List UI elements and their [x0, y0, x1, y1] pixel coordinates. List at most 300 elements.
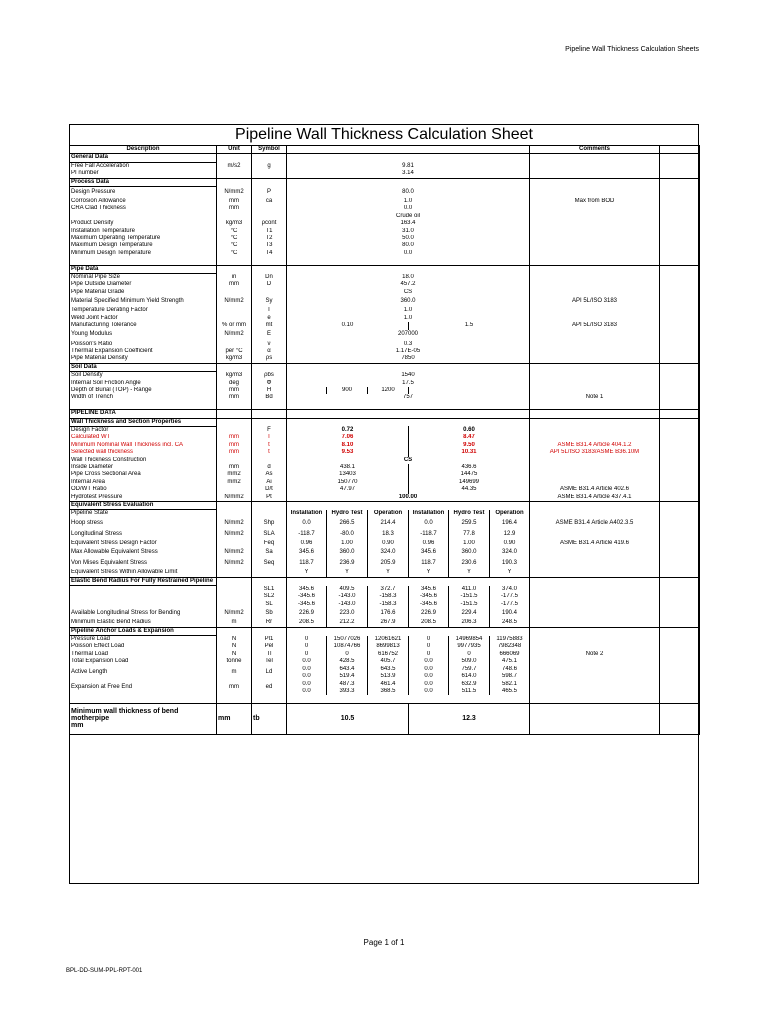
row-value: 345.6	[287, 586, 327, 594]
empty-cell	[530, 502, 660, 510]
empty-cell	[287, 402, 530, 410]
empty-cell	[660, 666, 700, 673]
row-value: 10874766	[327, 643, 368, 650]
row-description: Material Specified Minimum Yield Strength	[70, 296, 217, 307]
col-header-symbol: Symbol	[252, 146, 287, 154]
empty-cell	[530, 688, 660, 695]
row-value: 0.3	[287, 341, 530, 348]
row-value: CS	[287, 289, 530, 296]
row-unit: mm	[217, 198, 252, 205]
row-value: 372.7	[368, 586, 409, 594]
row-value: 9.81	[287, 162, 530, 170]
row-value: 223.0	[327, 608, 368, 619]
row-value: -151.5	[449, 593, 490, 600]
empty-cell	[287, 154, 530, 162]
row-description: Thermal Load	[70, 651, 217, 658]
row-description: Design Factor	[70, 426, 217, 434]
table-row	[70, 213, 700, 220]
table-row	[70, 170, 700, 178]
row-value: 0.10	[287, 322, 409, 329]
row-value: -118.7	[287, 529, 327, 540]
row-unit	[217, 586, 252, 594]
empty-cell	[660, 307, 700, 314]
row-value: 393.3	[327, 688, 368, 695]
row-unit: kg/m3	[217, 372, 252, 380]
row-symbol: t	[252, 442, 287, 449]
row-comment	[530, 569, 660, 577]
row-unit: m/s2	[217, 162, 252, 170]
empty-cell	[660, 242, 700, 249]
row-value: -345.6	[287, 593, 327, 600]
empty-cell	[660, 178, 700, 186]
row-comment	[530, 471, 660, 478]
row-description: Thermal Expansion Coefficient	[70, 348, 217, 355]
empty-cell	[217, 695, 252, 703]
row-symbol: ρbs	[252, 372, 287, 380]
row-value: 0	[409, 651, 449, 658]
row-value: 1540	[287, 372, 530, 380]
row-description: PI number	[70, 170, 217, 178]
section-heading: Process Data	[70, 178, 217, 186]
section-heading: Pipe Data	[70, 265, 217, 273]
row-value: 18.0	[287, 274, 530, 282]
table-row	[70, 257, 700, 265]
row-comment	[530, 457, 660, 464]
row-value-b: 8.47	[409, 434, 530, 441]
row-value-2: 1200	[368, 387, 409, 394]
table-row	[70, 387, 700, 394]
row-value: 757	[287, 394, 530, 401]
row-symbol: Ai	[252, 479, 287, 486]
empty-cell	[660, 494, 700, 502]
empty-cell	[660, 387, 700, 394]
sheet-title: Pipeline Wall Thickness Calculation Sheet	[235, 126, 533, 143]
section-heading: Pipeline Anchor Loads & Expansion	[70, 627, 217, 635]
table-row	[70, 502, 700, 510]
row-symbol: ca	[252, 198, 287, 205]
row-symbol: ed	[252, 681, 287, 696]
row-description: Product Density	[70, 220, 217, 227]
row-symbol: Sb	[252, 608, 287, 619]
row-value: 18.3	[368, 529, 409, 540]
row-value: 226.9	[287, 608, 327, 619]
empty-cell	[287, 577, 530, 585]
row-symbol	[252, 205, 287, 212]
table-row	[70, 274, 700, 282]
empty-cell	[660, 703, 700, 734]
empty-cell	[217, 257, 252, 265]
row-description: Pipe Cross Sectional Area	[70, 471, 217, 478]
row-value: -177.5	[490, 593, 530, 600]
row-value: 487.3	[327, 681, 368, 688]
row-symbol: SL	[252, 601, 287, 608]
table-row	[70, 198, 700, 205]
row-description: Installation Temperature	[70, 228, 217, 235]
row-value: 212.2	[327, 619, 368, 627]
row-symbol	[252, 213, 287, 220]
row-value: -80.0	[327, 529, 368, 540]
empty-cell	[660, 558, 700, 569]
row-symbol: T1	[252, 228, 287, 235]
empty-cell	[660, 658, 700, 665]
row-description: Maximum Operating Temperature	[70, 235, 217, 242]
table-row	[70, 540, 700, 547]
row-comment	[530, 636, 660, 644]
table-row	[70, 457, 700, 464]
row-symbol: Feq	[252, 540, 287, 547]
empty-cell	[530, 627, 660, 635]
empty-cell	[530, 510, 660, 518]
row-value: 598.7	[490, 673, 530, 680]
row-description: Poisson's Ratio	[70, 341, 217, 348]
row-description: Internal Area	[70, 479, 217, 486]
row-symbol: T2	[252, 235, 287, 242]
table-row	[70, 341, 700, 348]
row-value: 465.5	[490, 688, 530, 695]
empty-cell	[252, 627, 287, 635]
empty-cell	[660, 289, 700, 296]
row-value: 900	[327, 387, 368, 394]
empty-cell	[287, 146, 530, 154]
row-unit: N/mm2	[217, 518, 252, 529]
row-unit	[217, 289, 252, 296]
row-value: 206.3	[449, 619, 490, 627]
row-value: 0.0	[287, 666, 327, 673]
row-comment	[530, 372, 660, 380]
row-description: CRA Clad Thickness	[70, 205, 217, 212]
empty-cell	[660, 486, 700, 493]
empty-cell	[660, 547, 700, 558]
row-symbol: Rr	[252, 619, 287, 627]
row-value: Y	[449, 569, 490, 577]
row-description: Minimum Nominal Wall Thickness incl. CA	[70, 442, 217, 449]
empty-cell	[660, 187, 700, 199]
row-symbol: ρcont	[252, 220, 287, 227]
empty-cell	[660, 380, 700, 387]
row-comment: ASME B31.4 Article 402.6	[530, 486, 660, 493]
row-value: 208.5	[287, 619, 327, 627]
row-value: 428.5	[327, 658, 368, 665]
table-row	[70, 695, 700, 703]
table-row	[70, 442, 700, 449]
row-value: 7850	[287, 355, 530, 363]
row-value: 0.0	[409, 518, 449, 529]
row-description: Maximum Design Temperature	[70, 242, 217, 249]
empty-cell	[660, 673, 700, 680]
empty-cell	[660, 681, 700, 688]
empty-cell	[530, 410, 660, 418]
row-value: 0.96	[287, 540, 327, 547]
row-value: 267.9	[368, 619, 409, 627]
table-row	[70, 363, 700, 371]
empty-cell	[252, 402, 287, 410]
empty-cell	[660, 274, 700, 282]
row-comment	[530, 250, 660, 257]
row-symbol: Pel	[252, 643, 287, 650]
row-description: Internal Soil Friction Angle	[70, 380, 217, 387]
table-row	[70, 586, 700, 594]
row-value-a: 8.10	[287, 442, 409, 449]
table-row	[70, 569, 700, 577]
row-comment	[530, 242, 660, 249]
empty-cell	[287, 418, 530, 426]
row-value: 266.5	[327, 518, 368, 529]
table-row	[70, 464, 700, 471]
row-value: 614.0	[449, 673, 490, 680]
row-symbol: t	[252, 449, 287, 456]
empty-cell	[660, 363, 700, 371]
empty-cell	[660, 394, 700, 401]
row-value: 0.0	[287, 673, 327, 680]
row-symbol	[252, 170, 287, 178]
empty-cell	[660, 643, 700, 650]
table-row	[70, 518, 700, 529]
row-comment	[530, 220, 660, 227]
row-comment	[530, 281, 660, 288]
row-value-a: 150770	[287, 479, 409, 486]
empty-cell	[660, 281, 700, 288]
calculation-table	[69, 145, 700, 735]
row-comment: Note 2	[530, 651, 660, 658]
row-value: 1.0	[287, 198, 530, 205]
empty-cell	[530, 703, 660, 734]
min-wall-desc-1: Minimum wall thickness of bend motherpipe	[71, 707, 179, 723]
row-symbol: α	[252, 348, 287, 355]
table-row	[70, 601, 700, 608]
row-value: 616752	[368, 651, 409, 658]
document-code: BPL-DD-SUM-PPL-RPT-001	[66, 968, 143, 974]
row-symbol: Shp	[252, 518, 287, 529]
empty-cell	[530, 154, 660, 162]
empty-cell	[660, 471, 700, 478]
row-description	[70, 586, 217, 594]
empty-cell	[217, 577, 252, 585]
table-row	[70, 315, 700, 322]
row-symbol: Ld	[252, 666, 287, 681]
row-description: Depth of Burial (TOP) - Range	[70, 387, 217, 394]
row-symbol: ν	[252, 341, 287, 348]
row-value: 0.0	[287, 658, 327, 665]
row-unit	[217, 307, 252, 314]
row-value: 0.0	[409, 688, 449, 695]
row-value: 1.00	[327, 540, 368, 547]
table-row	[70, 418, 700, 426]
row-unit: N	[217, 651, 252, 658]
row-unit	[217, 457, 252, 464]
table-row	[70, 162, 700, 170]
table-row	[70, 289, 700, 296]
empty-cell	[660, 577, 700, 585]
row-value: -143.0	[327, 593, 368, 600]
table-row	[70, 205, 700, 212]
empty-cell	[287, 695, 530, 703]
row-unit: mm	[217, 281, 252, 288]
row-unit: N/mm2	[217, 608, 252, 619]
row-unit: kg/m3	[217, 355, 252, 363]
row-value: 0.90	[368, 540, 409, 547]
row-comment	[530, 479, 660, 486]
row-symbol: Pl1	[252, 636, 287, 644]
row-description: Pressure Load	[70, 636, 217, 644]
row-comment	[530, 307, 660, 314]
empty-cell	[660, 608, 700, 619]
table-row	[70, 348, 700, 355]
table-row	[70, 547, 700, 558]
row-value: 582.1	[490, 681, 530, 688]
row-value: -345.6	[409, 601, 449, 608]
row-unit: N	[217, 643, 252, 650]
section-heading: PIPELINE DATA	[70, 410, 217, 418]
row-unit	[217, 341, 252, 348]
row-value: 360.0	[449, 547, 490, 558]
row-comment	[530, 341, 660, 348]
row-unit: mm2	[217, 471, 252, 478]
section-heading: Equivalent Stress Evaluation	[70, 502, 217, 510]
table-row	[70, 250, 700, 257]
row-value-a: 0.72	[287, 426, 409, 434]
row-value: 229.4	[449, 608, 490, 619]
row-value-b: 9.50	[409, 442, 530, 449]
row-description	[70, 213, 217, 220]
row-comment	[530, 315, 660, 322]
row-value-2: 1.5	[409, 322, 530, 329]
row-value: 666069	[490, 651, 530, 658]
row-value: 0.0	[409, 673, 449, 680]
row-value: 324.0	[368, 547, 409, 558]
row-value: 0	[287, 643, 327, 650]
row-unit: in	[217, 274, 252, 282]
empty-cell	[660, 330, 700, 341]
row-value: 475.1	[490, 658, 530, 665]
empty-cell	[217, 402, 252, 410]
empty-cell	[530, 178, 660, 186]
row-unit: N/mm2	[217, 187, 252, 199]
row-description: Manufacturing Tolerance	[70, 322, 217, 329]
empty-cell	[409, 387, 530, 394]
table-row	[70, 486, 700, 493]
row-description: Von Mises Equivalent Stress	[70, 558, 217, 569]
row-unit: °C	[217, 228, 252, 235]
row-symbol: Sy	[252, 296, 287, 307]
row-description: Equivalent Stress Design Factor	[70, 540, 217, 547]
row-unit	[217, 601, 252, 608]
empty-cell	[660, 636, 700, 644]
row-comment	[530, 426, 660, 434]
empty-cell	[660, 170, 700, 178]
row-comment	[530, 380, 660, 387]
empty-cell	[252, 695, 287, 703]
subsection-heading: Wall Thickness and Section Properties	[70, 418, 217, 426]
empty-cell	[660, 322, 700, 329]
table-row	[70, 307, 700, 314]
row-description: Free Fall Acceleration	[70, 162, 217, 170]
table-row	[70, 154, 700, 162]
empty-cell	[660, 442, 700, 449]
table-row	[70, 681, 700, 688]
row-value: 3.14	[287, 170, 530, 178]
row-description	[70, 593, 217, 600]
empty-cell	[217, 154, 252, 162]
empty-cell	[530, 619, 660, 627]
empty-cell	[660, 418, 700, 426]
row-comment	[530, 355, 660, 363]
empty-cell	[287, 265, 530, 273]
row-value: 31.0	[287, 228, 530, 235]
empty-cell	[660, 529, 700, 540]
row-description: Expansion at Free End	[70, 681, 217, 696]
row-comment	[530, 187, 660, 199]
empty-cell	[660, 464, 700, 471]
row-unit: N/mm2	[217, 296, 252, 307]
empty-cell	[660, 601, 700, 608]
empty-cell	[530, 402, 660, 410]
row-unit	[217, 593, 252, 600]
empty-cell	[660, 250, 700, 257]
min-wall-value-b: 12.3	[409, 703, 530, 734]
table-row	[70, 577, 700, 585]
row-comment	[530, 274, 660, 282]
row-symbol: Bd	[252, 394, 287, 401]
row-value: 50.0	[287, 235, 530, 242]
empty-cell	[660, 235, 700, 242]
row-value: 80.0	[287, 187, 530, 199]
empty-cell	[217, 418, 252, 426]
empty-cell	[660, 695, 700, 703]
row-value: 207000	[287, 330, 530, 341]
empty-cell	[70, 695, 217, 703]
row-symbol: ρs	[252, 355, 287, 363]
row-symbol: Sa	[252, 547, 287, 558]
row-value: 226.9	[409, 608, 449, 619]
table-row	[70, 479, 700, 486]
row-value: 360.0	[327, 547, 368, 558]
row-value: 205.9	[368, 558, 409, 569]
row-value: 118.7	[409, 558, 449, 569]
table-row	[70, 471, 700, 478]
row-description: Pipeline State	[70, 510, 217, 518]
table-row	[70, 296, 700, 307]
row-unit: m	[217, 666, 252, 681]
row-description: Available Longitudinal Stress for Bending	[70, 608, 217, 619]
row-unit	[217, 486, 252, 493]
empty-cell	[660, 402, 700, 410]
table-row	[70, 636, 700, 644]
row-symbol: D	[252, 281, 287, 288]
empty-cell	[287, 410, 530, 418]
row-symbol: mt	[252, 322, 287, 329]
empty-cell	[530, 265, 660, 273]
row-value: 0	[327, 651, 368, 658]
row-comment	[530, 529, 660, 540]
row-unit: kg/m3	[217, 220, 252, 227]
row-symbol: Tl	[252, 651, 287, 658]
table-row	[70, 322, 700, 329]
state-header: Hydro Test	[449, 510, 490, 518]
table-row	[70, 449, 700, 456]
row-description: OD/WT Ratio	[70, 486, 217, 493]
row-value: 368.5	[368, 688, 409, 695]
row-comment: API 5L/ISO 3183/ASME B36.10M	[530, 449, 660, 456]
empty-cell	[660, 457, 700, 464]
empty-cell	[252, 410, 287, 418]
empty-cell	[530, 170, 660, 178]
row-comment	[530, 387, 660, 394]
row-comment	[530, 558, 660, 569]
row-symbol: Φ	[252, 380, 287, 387]
row-unit: °C	[217, 235, 252, 242]
row-unit	[217, 213, 252, 220]
row-value: 196.4	[490, 518, 530, 529]
